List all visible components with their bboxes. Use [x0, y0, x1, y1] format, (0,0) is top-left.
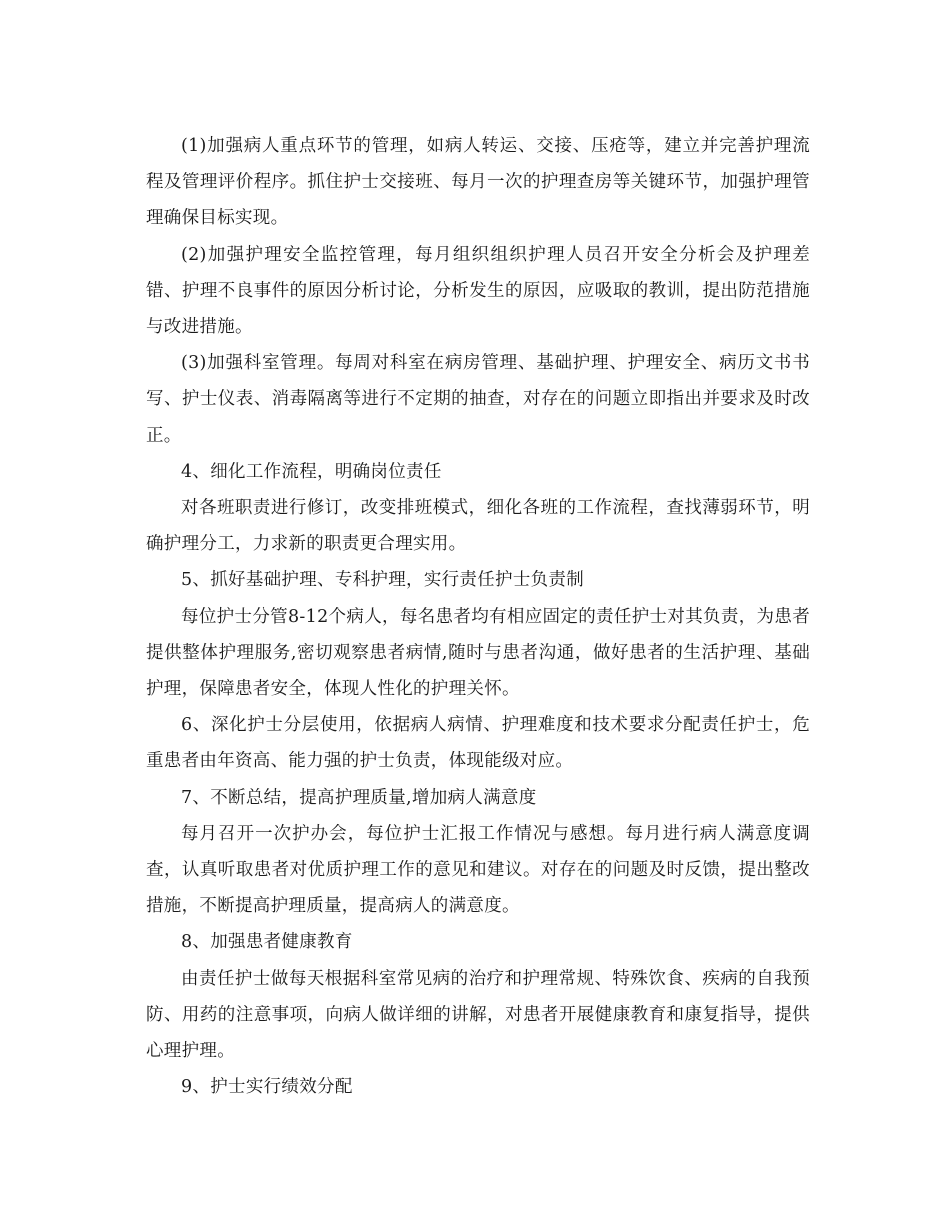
paragraph-3: (3)加强科室管理。每周对科室在病房管理、基础护理、护理安全、病历文书书写、护士仪表、消毒隔离等进行不定期的抽查，对存在的问题立即指出并要求及时改正。 [146, 353, 810, 446]
paragraph-10: 每月召开一次护办会，每位护士汇报工作情况与感想。每月进行病人满意度调查，认真听取患者对优质护理工作的意见和建议。对存在的问题及时反馈，提出整改措施，不断提高护理质量，提高病人的满意度。 [146, 823, 810, 917]
section-heading-9: 9、护士实行绩效分配 [181, 1077, 353, 1098]
paragraph-1: (1)加强病人重点环节的管理，如病人转运、交接、压疮等，建立并完善护理流程及管理评价程序。抓住护士交接班、每月一次的护理查房等关键环节，加强护理管理确保目标实现。 [146, 136, 810, 229]
paragraph-2: (2)加强护理安全监控管理，每月组织组织护理人员召开安全分析会及护理差错、护理不良事件的原因分析讨论，分析发生的原因，应吸取的教训，提出防范措施与改进措施。 [146, 244, 810, 338]
section-heading-8: 8、加强患者健康教育 [181, 932, 353, 953]
paragraph-7: 每位护士分管8-12个病人，每名患者均有相应固定的责任护士对其负责，为患者提供整体护理服务,密切观察患者病情,随时与患者沟通，做好患者的生活护理、基础护理，保障患者安全，体现人性化的护理关怀。 [146, 606, 810, 700]
document-body [146, 128, 810, 1105]
section-heading-7: 7、不断总结，提高护理质量,增加病人满意度 [181, 787, 537, 808]
paragraph-12: 由责任护士做每天根据科室常见病的治疗和护理常规、特殊饮食、疾病的自我预防、用药的注意事项，向病人做详细的讲解，对患者开展健康教育和康复指导，提供心理护理。 [146, 968, 810, 1062]
section-heading-6: 6、深化护士分层使用，依据病人病情、护理难度和技术要求分配责任护士，危重患者由年资高、能力强的护士负责，体现能级对应。 [146, 715, 810, 772]
section-heading-4: 4、细化工作流程，明确岗位责任 [181, 461, 442, 482]
section-heading-5: 5、抓好基础护理、专科护理，实行责任护士负责制 [181, 570, 585, 591]
paragraph-5: 对各班职责进行修订，改变排班模式，细化各班的工作流程，查找薄弱环节，明确护理分工，力求新的职责更合理实用。 [146, 498, 810, 555]
